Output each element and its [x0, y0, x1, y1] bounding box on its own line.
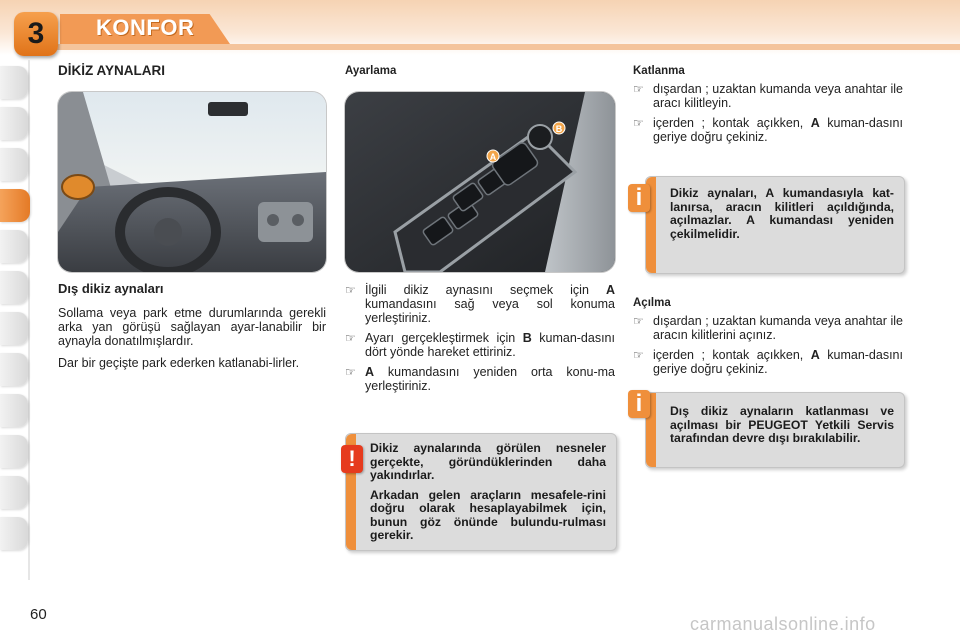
chapter-tab-10[interactable] [0, 435, 28, 468]
bullet-hand-icon: ☞ [633, 116, 644, 130]
adjust-step-3 [345, 365, 615, 393]
folding-step-2 [633, 116, 903, 144]
chapter-tab-1[interactable] [0, 66, 28, 99]
adjust-step-2 [345, 331, 615, 359]
folding-heading: Katlanma [633, 65, 685, 77]
step-text: Ayarı gerçekleştirmek için [365, 331, 523, 345]
step-text: dışardan ; uzaktan kumanda veya anahtar ile aracın kilitlerini açınız. [653, 314, 903, 342]
label-a-marker: A [489, 152, 497, 162]
control-key: A [810, 348, 820, 362]
chapter-tab-3[interactable] [0, 148, 28, 181]
warning-note [345, 433, 617, 551]
info-note-1 [645, 176, 905, 274]
step-text: kumandasını yeniden orta konu-ma yerleştiriniz. [365, 365, 615, 393]
left-paragraph-1: Sollama veya park etme durumlarında gerekli arka yan görüşü sağlayan ayar-lanabilir bir aynayla donatılmışlardır. [58, 306, 326, 348]
step-text: kumandasını sağ veya sol konuma yerleştiriniz. [365, 297, 615, 325]
section-title: DİKİZ AYNALARI [58, 63, 166, 78]
info-note-2 [645, 392, 905, 468]
header-rule [52, 44, 960, 50]
info-text-2: Dış dikiz aynaların katlanması ve açılması bir PEUGEOT Yetkili Servis tarafından devre dışı bırakılabilir. [670, 404, 894, 445]
page-title: KONFOR [96, 15, 195, 40]
chapter-tab-active[interactable] [0, 189, 30, 222]
chapter-tab-5[interactable] [0, 230, 28, 263]
step-text: kuman-dasını dört yönde hareket ettiriniz. [365, 331, 615, 359]
bullet-hand-icon: ☞ [633, 348, 644, 362]
chapter-number-badge: 3 [14, 12, 58, 56]
left-text [58, 282, 326, 378]
bullet-hand-icon: ☞ [345, 331, 356, 345]
opening-step-2 [633, 348, 903, 376]
car-interior-illustration [58, 92, 326, 272]
folding-step-1 [633, 82, 903, 110]
info-icon: i [628, 184, 650, 212]
step-text: dışardan ; uzaktan kumanda veya anahtar ile aracı kilitleyin. [653, 82, 903, 110]
car-interior-photo [58, 92, 326, 272]
bullet-hand-icon: ☞ [345, 283, 356, 297]
info-text-1: Dikiz aynaları, A kumandasıyla kat-lanırsa, aracın kilitleri açıldığında, açılmazlar. A kumandası yeniden çekilmelidir. [670, 186, 894, 241]
chapter-tab-6[interactable] [0, 271, 28, 304]
chapter-tab-9[interactable] [0, 394, 28, 427]
info-icon: i [628, 390, 650, 418]
chapter-tab-2[interactable] [0, 107, 28, 140]
bullet-hand-icon: ☞ [633, 314, 644, 328]
step-text: içerden ; kontak açıkken, [653, 116, 811, 130]
page-number: 60 [30, 606, 47, 623]
step-text: içerden ; kontak açıkken, [653, 348, 811, 362]
warning-paragraph-2: Arkadan gelen araçların mesafele-rini doğru olarak hesaplayabilmek için, bunun göz önünde bulundu-rulması gerekir. [370, 487, 606, 542]
middle-heading-block [345, 64, 615, 78]
chapter-tab-7[interactable] [0, 312, 28, 345]
warning-text [370, 442, 606, 549]
opening-step-1 [633, 314, 903, 342]
middle-bullets [345, 283, 615, 399]
subsection-title: Dış dikiz aynaları [58, 281, 164, 296]
chapter-tab-8[interactable] [0, 353, 28, 386]
watermark: carmanualsonline.info [690, 614, 876, 634]
chapter-tabs [0, 66, 30, 558]
chapter-tab-12[interactable] [0, 517, 28, 550]
control-key: A [605, 283, 615, 297]
opening-block [633, 296, 903, 382]
opening-heading: Açılma [633, 297, 671, 309]
chapter-tab-11[interactable] [0, 476, 28, 509]
bullet-hand-icon: ☞ [633, 82, 644, 96]
step-text: kuman-dasını geriye doğru çekiniz. [653, 348, 903, 376]
mirror-control-illustration [345, 92, 615, 272]
control-key: B [522, 331, 532, 345]
adjustment-heading: Ayarlama [345, 65, 397, 77]
folding-block [633, 64, 903, 150]
control-key: A [810, 116, 820, 130]
warning-icon: ! [341, 445, 363, 473]
warning-paragraph-1: Dikiz aynalarında görülen nesneler gerçekte, göründüklerinden daha yakındırlar. [370, 441, 606, 482]
control-key: A [365, 365, 375, 379]
mirror-control-photo [345, 92, 615, 272]
label-b-marker: B [555, 124, 563, 134]
step-text: kuman-dasını geriye doğru çekiniz. [653, 116, 903, 144]
adjust-step-1 [345, 283, 615, 325]
step-text: İlgili dikiz aynasını seçmek için [365, 283, 606, 297]
left-column [58, 64, 326, 78]
bullet-hand-icon: ☞ [345, 365, 356, 379]
left-paragraph-2: Dar bir geçişte park ederken katlanabi-lirler. [58, 356, 300, 370]
